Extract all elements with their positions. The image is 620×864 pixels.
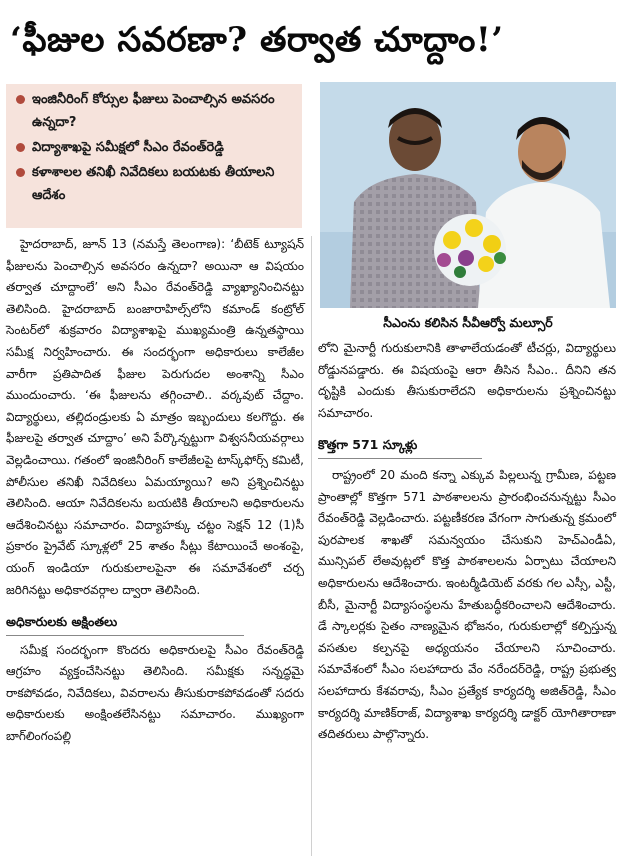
article-column-right: [318, 338, 616, 746]
paragraph-text: సమీక్ష సందర్భంగా కొందరు అధికారులపై సీఎం రేవంత్‌రెడ్డి ఆగ్రహం వ్యక్తంచేసినట్టు తెలిసింది. సమీక్షకు సన్నద్ధమై రాకపోవడం, నివేదికలు, వివరాలను తీసుకురాకపోవడంతో సదరు అధికారులకు అంక్షింతలేసినట్టు సమాచారం. ముఖ్యంగా బాగ్‌లింగంపల్లి: [6, 642, 304, 744]
article-paragraph: [6, 640, 304, 748]
highlights-box: [6, 84, 302, 228]
article-column-left: [6, 234, 304, 748]
photo-caption: సీఎంను కలిసిన సీవీఆర్వో మల్సూర్: [383, 315, 553, 330]
bullet-icon: [16, 168, 25, 177]
section-subheading: అధికారులకు అక్షింతలు: [6, 611, 244, 636]
highlight-text: ఇంజినీరింగ్ కోర్సుల ఫీజులు పెంచాల్సిన అవసరం ఉన్నదా?: [32, 92, 275, 130]
highlight-item: [14, 161, 294, 207]
headline: ‘ఫీజుల సవరణా? తర్వాత చూద్దాం!’: [10, 20, 504, 60]
paragraph-text: లోని మైనార్టీ గురుకులానికి తాళాలేయడంతో టీచర్లు, విద్యార్థులు రోడ్డునపడ్డారు. ఈ విషయంపై ఆరా తీసిన సీఎం.. దీనిని తన దృష్టికి ఎందుకు తీసుకురాలేదని అధికారులను ప్రశ్నించినట్టు సమాచారం.: [318, 341, 616, 420]
paragraph-text: రాష్ట్రంలో 20 మంది కన్నా ఎక్కువ పిల్లలున్న గ్రామీణ, పట్టణ ప్రాంతాల్లో కొత్తగా 571 పాఠశాలలను ప్రారంభించనున్నట్టు సీఎం రేవంత్‌రెడ్డి వెల్లడించారు. పట్టణీకరణ వేగంగా సాగుతున్న క్రమంలో పురపాలక శాఖతో సమన్వయం చేసుకుని హెచ్‌ఎండీఏ, మున్సిపల్ లేఅవుట్లలో కొత్త పాఠశాలలను ఏర్పాటు చేయాలని అధికారులను ఆదేశించారు. ఇంటర్మీడియెట్ వరకు గల ఎస్సీ, ఎస్టీ, బీసీ, మైనార్టీ విద్యాసంస్థలను హేతుబద్ధీకరించాలని ఆదేశించారు. డే స్కాలర్లకు సైతం నాణ్యమైన భోజనం, గురుకులాల్లో కల్పిస్తున్న వసతుల కల్పనపై అధ్యయనం చేయాలని సూచించారు. సమావేశంలో సీఎం సలహాదారు వేం నరేందర్‌రెడ్డి, రాష్ట్ర ప్రభుత్వ సలహాదారు కేశవరావు, సీఎం ప్రత్యేక కార్యదర్శి అజిత్‌రెడ్డి, సీఎం కార్యదర్శి మాణిక్‌రాజ్, విద్యాశాఖ కార్యదర్శి డాక్టర్ యోగితారాణా తదితరులు పాల్గొన్నారు.: [318, 467, 616, 742]
column-divider: [311, 236, 312, 856]
highlight-text: విద్యాశాఖపై సమీక్షలో సీఎం రేవంత్‌రెడ్డి: [32, 140, 224, 155]
news-photo: [320, 82, 616, 308]
highlight-item: [14, 88, 294, 134]
highlight-text: కళాశాలల తనిఖీ నివేదికలు బయటకు తీయాలని ఆదేశం: [32, 165, 275, 203]
highlight-item: [14, 136, 294, 159]
section-subheading: కొత్తగా 571 స్కూళ్లు: [318, 434, 482, 459]
bullet-icon: [16, 95, 25, 104]
bullet-icon: [16, 143, 25, 152]
article-paragraph: [6, 234, 304, 601]
paragraph-text: హైదరాబాద్, జూన్ 13 (నమస్తే తెలంగాణ): ‘బీటెక్ ట్యూషన్ ఫీజులను పెంచాల్సిన అవసరం ఉన్నదా? అయినా ఆ విషయం తర్వాత చూద్దాంలే’ అని సీఎం రేవంత్‌రెడ్డి వ్యాఖ్యానించినట్టు తెలిసింది. హైదరాబాద్ బంజారాహిల్స్‌లోని కమాండ్ కంట్రోల్ సెంటర్‌లో శుక్రవారం విద్యాశాఖపై ముఖ్యమంత్రి ఉన్నతస్థాయి సమీక్ష నిర్వహించారు. ఈ సందర్భంగా అధికారులు కాలేజీల వారీగా ప్రతిపాదిత ఫీజుల పెరుగుదల అంశాన్ని సీఎం ముందుంచారు. ‘ఈ ఫీజులను తగ్గించాలి.. వర్కవుట్ చేద్దాం. విద్యార్థులు, తల్లిదండ్రులకు ఏ మాత్రం ఇబ్బందులు కలగొద్దు. ఈ ఫీజులపై తర్వాత చూద్దాం’ అని పేర్కొన్నట్టుగా విశ్వసనీయవర్గాలు వెల్లడించాయి. గతంలో ఇంజినీరింగ్ కాలేజీలపై టాస్క్‌ఫోర్స్ కమిటీ, పోలీసుల తనిఖీ నివేదికలు ఏమయ్యాయి? అని ప్రశ్నించినట్టు తెలిసింది. ఆయా నివేదికలను బయటికి తీయాలని అధికారులను ఆదేశించినట్టు సమాచారం. విద్యాహక్కు చట్టం సెక్షన్ 12 (1)సీ ప్రకారం ప్రైవేట్ స్కూళ్లలో 25 శాతం సీట్లు కేటాయించే అంశంపై, యంగ్ ఇండియా గురుకులాలపైనా ఈ సమావేశంలో చర్చ జరిగినట్టు అధికారవర్గాల ద్వారా తెలిసింది.: [6, 237, 304, 597]
photo-illustration: [320, 82, 616, 308]
